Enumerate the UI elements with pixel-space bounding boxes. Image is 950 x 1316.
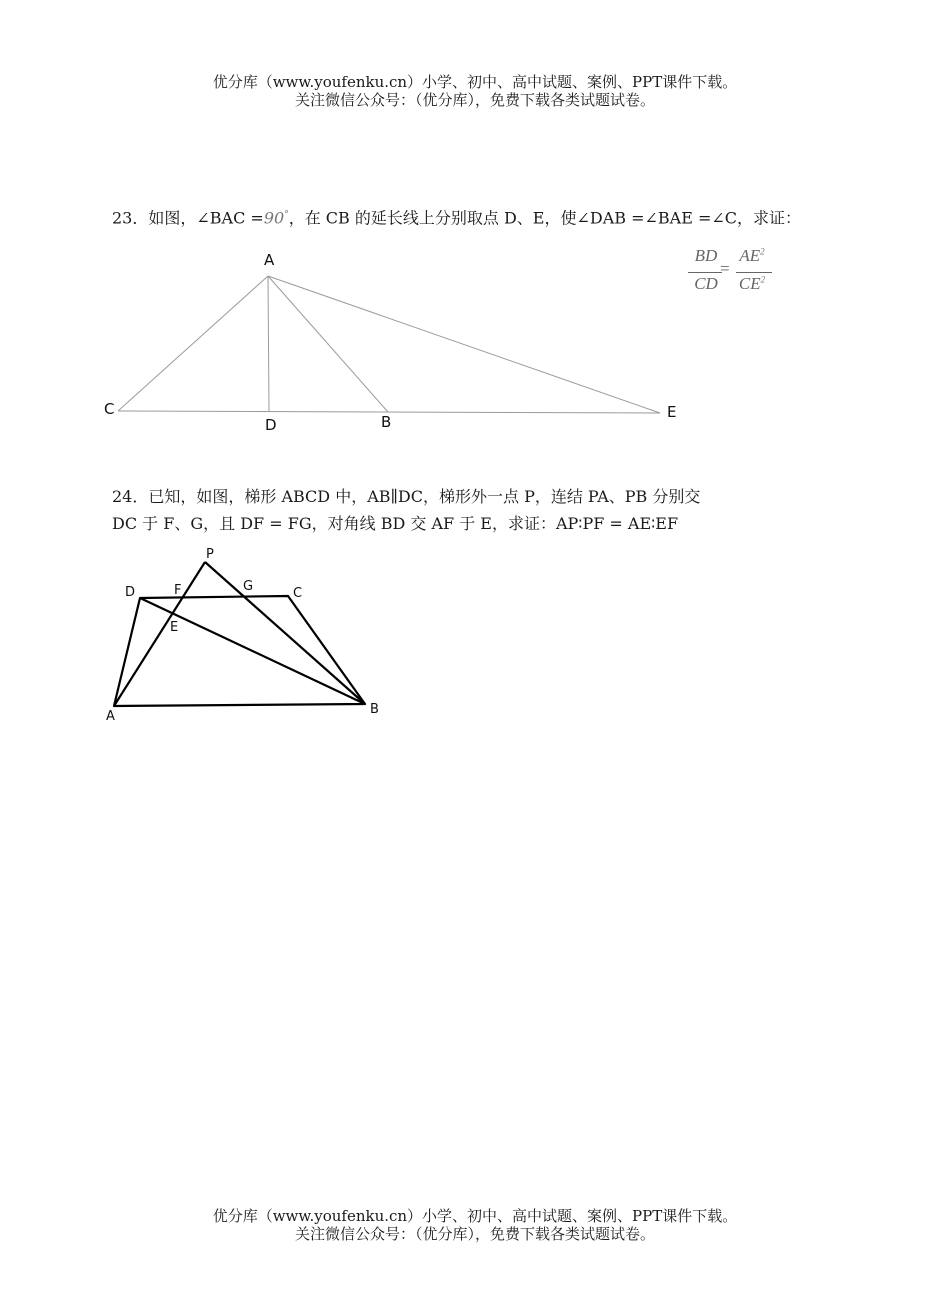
label-A24: A — [106, 709, 115, 724]
label-A: A — [264, 251, 275, 269]
footer-line-2: 关注微信公众号：（优分库），免费下载各类试题试卷。 — [294, 1225, 655, 1243]
label-G: G — [243, 579, 254, 594]
q23-degree: 90 — [263, 208, 285, 228]
segment-AP — [114, 562, 205, 706]
label-C: C — [104, 400, 115, 418]
label-F: F — [174, 583, 182, 598]
label-E: E — [667, 403, 677, 421]
label-D24: D — [125, 585, 136, 600]
formula-num-left: BD — [694, 246, 718, 265]
footer-line-1: 优分库（www.youfenku.cn）小学、初中、高中试题、案例、PPT课件下载。 — [212, 1207, 738, 1225]
label-P: P — [206, 547, 214, 562]
segment-BD — [140, 598, 365, 704]
label-B24: B — [370, 702, 379, 717]
formula-equals: = — [720, 259, 730, 278]
q23-degree-mark: ° — [284, 210, 289, 220]
q23-part1: 23．如图，∠BAC = — [112, 208, 264, 228]
formula-den-right: $CE^2$ — [738, 274, 766, 293]
question-24-line-2: DC 于 F、G，且 DF = FG，对角线 BD 交 AF 于 E，求证：AP∶PF = AE∶EF — [112, 514, 679, 533]
segment-PB — [205, 562, 365, 704]
header-line-1: 优分库（www.youfenku.cn）小学、初中、高中试题、案例、PPT课件下载。 — [212, 73, 738, 91]
formula-den-left: CD — [694, 274, 718, 293]
header-line-2: 关注微信公众号：（优分库），免费下载各类试题试卷。 — [294, 91, 655, 109]
label-C24: C — [293, 586, 303, 601]
q23-part2: ，在 CB 的延长线上分别取点 D、E，使∠DAB =∠BAE =∠C，求证： — [288, 208, 802, 228]
question-24-line-1: 24．已知，如图，梯形 ABCD 中，AB∥DC，梯形外一点 P，连结 PA、PB 分别交 — [112, 487, 701, 506]
trapezoid-ABCD — [114, 596, 365, 706]
formula-num-right: $AE^2$ — [739, 246, 765, 265]
label-E24: E — [170, 620, 179, 635]
label-B: B — [381, 413, 392, 431]
label-D: D — [265, 416, 277, 434]
